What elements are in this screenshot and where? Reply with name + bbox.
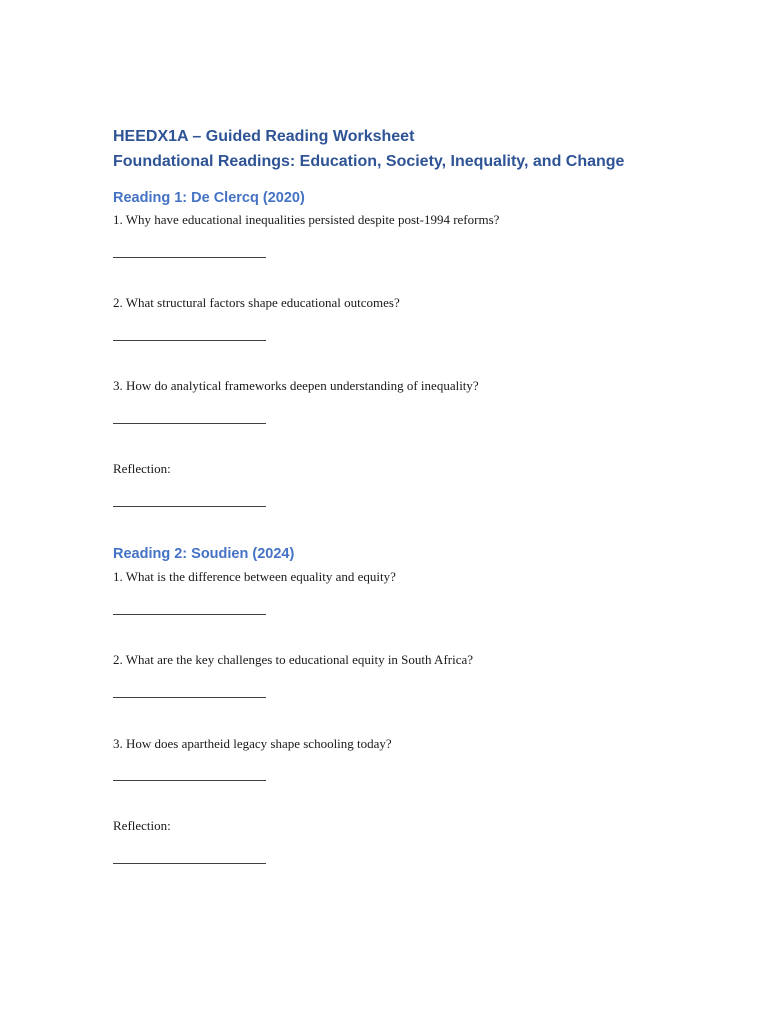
section-heading-reading-2: Reading 2: Soudien (2024) xyxy=(113,546,295,562)
answer-line-1-1[interactable] xyxy=(113,257,266,258)
worksheet-title: HEEDX1A – Guided Reading Worksheet xyxy=(113,128,415,145)
answer-line-2-2[interactable] xyxy=(113,697,266,698)
question-2-1: 1. What is the difference between equality and equity? xyxy=(113,569,396,584)
question-1-1: 1. Why have educational inequalities persisted despite post-1994 reforms? xyxy=(113,212,500,227)
worksheet-subtitle: Foundational Readings: Education, Society, Inequality, and Change xyxy=(113,153,625,170)
question-2-3: 3. How does apartheid legacy shape schooling today? xyxy=(113,736,392,751)
section-heading-reading-1: Reading 1: De Clercq (2020) xyxy=(113,190,305,206)
answer-line-2-1[interactable] xyxy=(113,614,266,615)
reflection-label-1: Reflection: xyxy=(113,461,171,476)
question-1-3: 3. How do analytical frameworks deepen understanding of inequality? xyxy=(113,378,479,393)
answer-line-2-reflection[interactable] xyxy=(113,863,266,864)
answer-line-1-3[interactable] xyxy=(113,423,266,424)
question-1-2: 2. What structural factors shape educational outcomes? xyxy=(113,295,400,310)
answer-line-1-reflection[interactable] xyxy=(113,506,266,507)
reflection-label-2: Reflection: xyxy=(113,818,171,833)
answer-line-2-3[interactable] xyxy=(113,780,266,781)
title-block xyxy=(113,124,733,174)
answer-line-1-2[interactable] xyxy=(113,340,266,341)
question-2-2: 2. What are the key challenges to educational equity in South Africa? xyxy=(113,652,474,667)
